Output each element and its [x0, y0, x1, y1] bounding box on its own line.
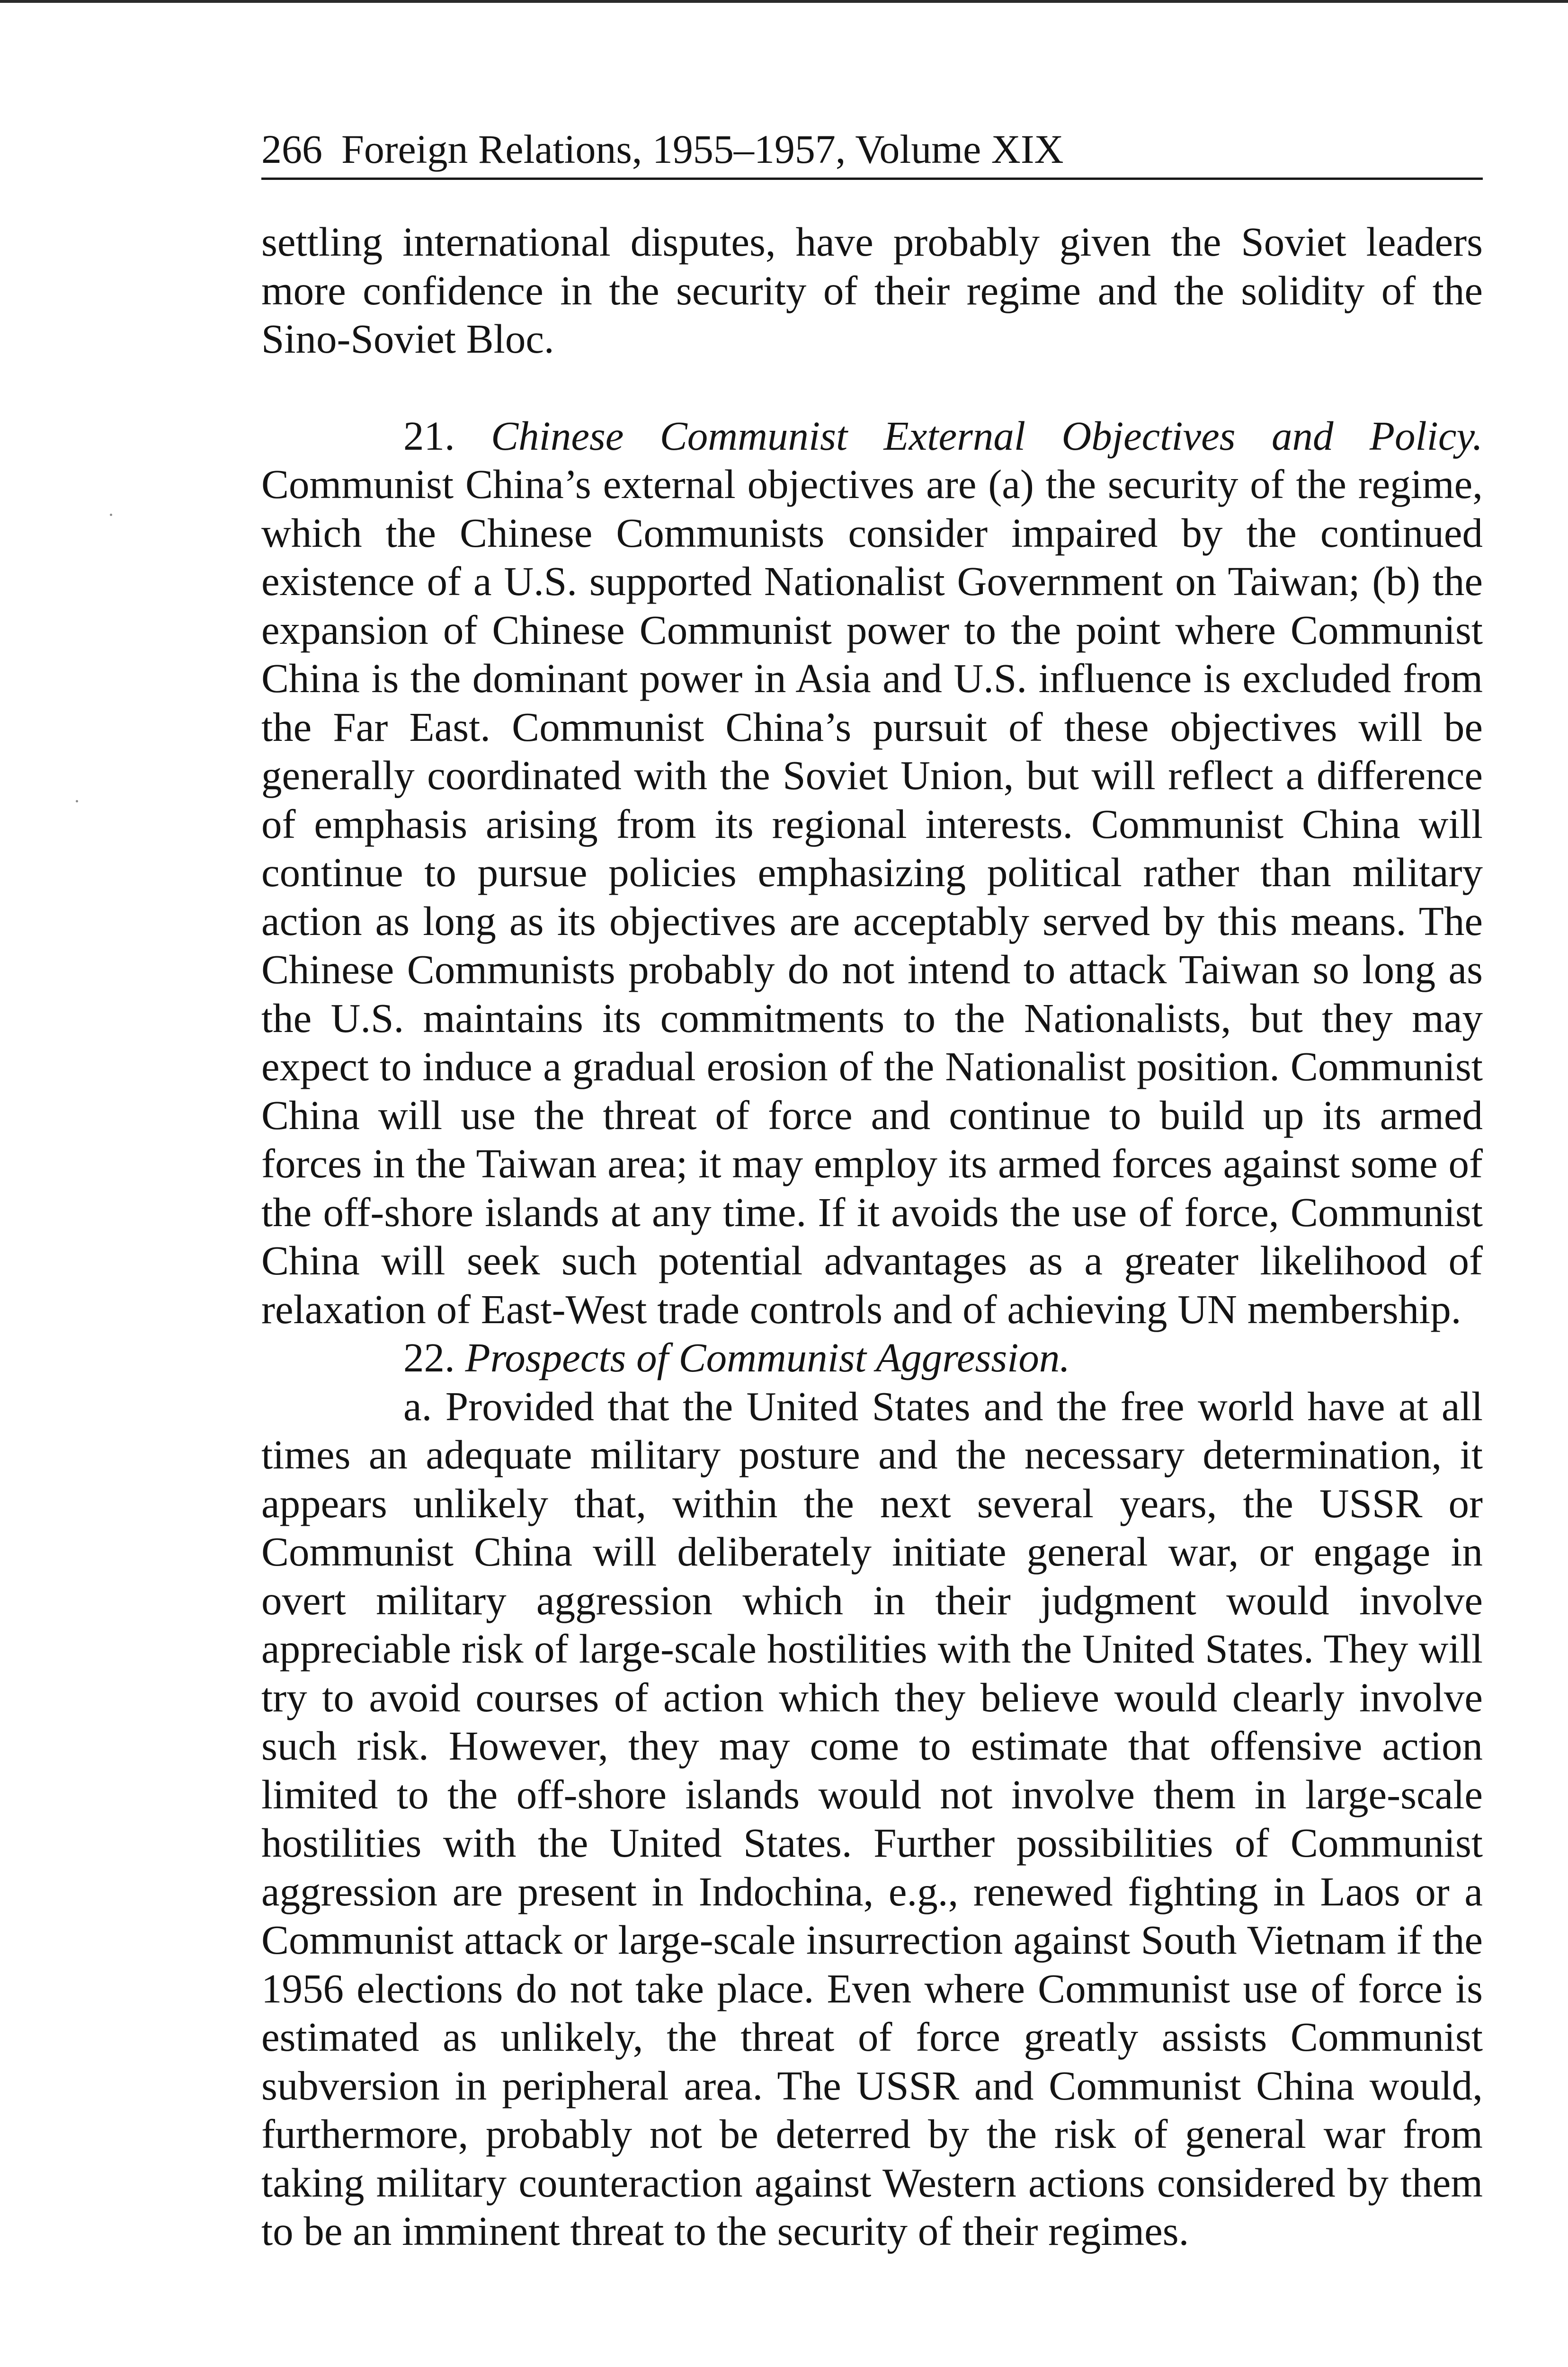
paragraph-21-text: Communist China’s external objectives are (a) the security of the regime, which the Chinese Communists consider impaired by the continued existence of a U.S. supported Nationalist Government on Taiwan; (b) the expansion of Chinese Communist power to the point where Communist China is the dominant power in Asia and U.S. influence is excluded from the Far East. Communist China’s pursuit of these objectives will be generally coordinated with the Soviet Union, but will reflect a difference of emphasis arising from its regional interests. Communist China will continue to pursue policies emphasizing political rather than military action as long as its objectives are acceptably served by this means. The Chinese Communists probably do not intend to attack Taiwan so long as the U.S. maintains its commitments to the Nationalists, but they may expect to induce a gradual erosion of the Nationalist position. Communist China will use the threat of force and continue to build up its armed forces in the Taiwan area; it may employ its armed forces against some of the off-shore islands at any time. If it avoids the use of force, Communist China will seek such potential advantages as a greater likelihood of relaxation of East-West trade controls and of achieving UN membership. — [261, 461, 1483, 1332]
paragraph-21-heading: Chinese Communist External Objectives and Policy. — [491, 412, 1483, 459]
paragraph-22-number: 22. — [403, 1335, 455, 1380]
paragraph-22a: a. Provided that the United States and the free world have at all times an adequate military posture and the necessary determination, it appears unlikely that, within the next several years, the USSR or Communist China will deliberately initiate general war, or engage in overt military aggression which in their judgment would involve appreciable risk of large-scale hostilities with the United States. They will try to avoid courses of action which they believe would clearly involve such risk. However, they may come to estimate that offensive action limited to the off-shore islands would not involve them in large-scale hostilities with the United States. Further possibilities of Communist aggression are present in Indochina, e.g., renewed fighting in Laos or a Communist attack or large-scale insurrection against South Vietnam if the 1956 elections do not take place. Even where Communist use of force is estimated as unlikely, the threat of force greatly assists Communist subversion in peripheral area. The USSR and Communist China would, furthermore, probably not be deterred by the risk of general war from taking military counteraction against Western actions considered by them to be an imminent threat to the security of their regimes. — [261, 1383, 1483, 2254]
paragraph-21-number: 21. — [403, 412, 455, 459]
scan-speck — [76, 800, 78, 802]
paragraph-22-heading-line — [261, 1334, 1483, 1382]
paragraph-21 — [261, 412, 1483, 1334]
paragraph-continuation: settling international disputes, have probably given the Soviet leaders more confidence in the security of their regime and the solidity of the Sino-Soviet Bloc. — [261, 219, 1483, 362]
running-head — [261, 121, 1483, 180]
page-top-edge — [0, 0, 1568, 3]
paragraph-22-heading: Prospects of Communist Aggression. — [465, 1335, 1070, 1380]
running-head-title: Foreign Relations, 1955–1957, Volume XIX — [341, 126, 1064, 172]
scan-speck — [110, 514, 112, 516]
body-text — [261, 218, 1483, 2256]
page-number: 266 — [261, 126, 322, 172]
